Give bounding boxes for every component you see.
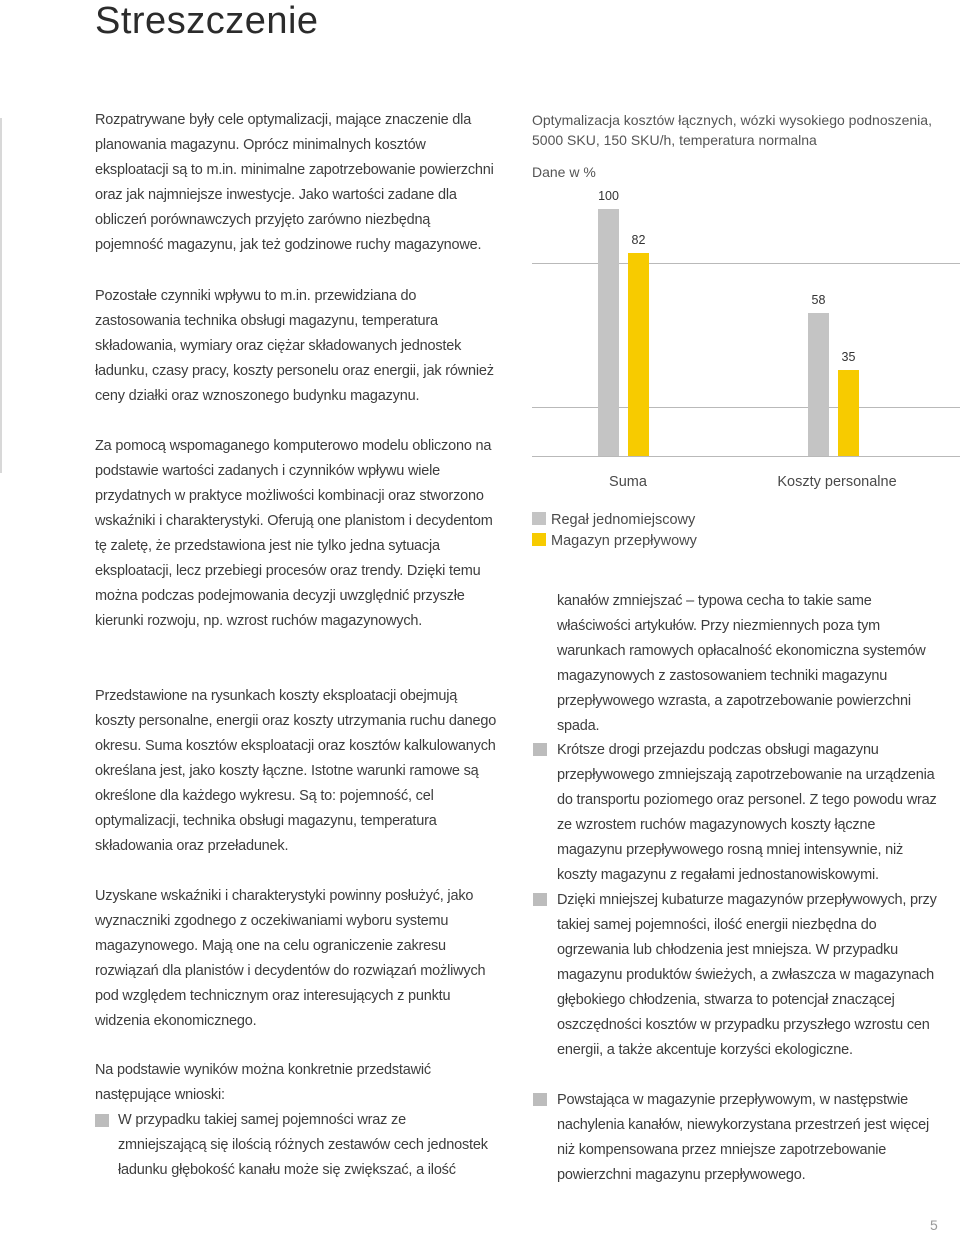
bullet-item-1: W przypadku takiej samej pojemności wraz ze zmniejszającą się ilością różnych zestawów cech jednostek ładunku głębokość kanału może się zwiększać, a ilość [118,1112,488,1178]
bullet-marker [533,893,547,906]
bar-personalne-regal [808,313,829,456]
chart-baseline [532,456,960,457]
bullet-item-3: Dzięki mniejszej kubaturze magazynów przepływowych, przy takiej samej pojemności, ilość energii niezbędna do ogrzewania lub chłodzenia jest mniejsza. W przypadku magazynu produktów świeżych, a zwłaszcza w magazynach głębokiego chłodzenia, stwarza to potencjał znaczącej oszczędności kosztów w przypadku przyszłego wzrostu cen energii, a także akcentuje korzyści ekologiczne. [557,892,937,1058]
paragraph-2: Pozostałe czynniki wpływu to m.in. przewidziana do zastosowania technika obsługi magazynu, temperatura składowania, wymiary oraz ciężar składowanych jednostek ładunku, czasy pracy, koszty personelu oraz energii, jak również ceny działki oraz wznoszonego budynku magazynu. [95,288,494,404]
category-label-koszty-personalne: Koszty personalne [777,474,897,490]
side-rule [0,118,2,473]
category-label-suma: Suma [609,474,647,490]
page-number: 5 [930,1217,938,1233]
legend-item-regal [532,512,695,528]
data-label-suma-przeplywowy: 82 [631,233,646,247]
legend-label-przeplywowy: Magazyn przepływowy [551,533,697,549]
chart-top-rule [532,263,960,264]
chart-mid-rule [532,407,960,408]
paragraph-1: Rozpatrywane były cele optymalizacji, mające znaczenie dla planowania magazynu. Oprócz minimalnych kosztów eksploatacji są to m.in. minimalne zapotrzebowanie powierzchni oraz jak najmniejsze inwestycje. Jako wartości zadane dla obliczeń porównawczych przyjęto zarówno niezbędną pojemność magazynu, jak też godzinowe ruchy magazynowe. [95,112,494,253]
bullet-marker [95,1114,109,1127]
paragraph-5: Uzyskane wskaźniki i charakterystyki powinny posłużyć, jako wyznaczniki zgodnego z oczekiwaniami wyboru systemu magazynowego. Mają one na celu ograniczenie zakresu rozwiązań dla planistów i decydentów do rozwiązań możliwych pod względem technicznym oraz interesujących z punktu widzenia ekonomicznego. [95,888,486,1029]
chart-title: Optymalizacja kosztów łącznych, wózki wysokiego podnoszenia, 5000 SKU, 150 SKU/h, temperatura normalna [532,112,932,148]
data-label-suma-regal: 100 [598,189,619,203]
legend-swatch-yellow [532,533,546,546]
legend-swatch-gray [532,512,546,525]
bar-personalne-przeplywowy [838,370,859,456]
data-label-personalne-regal: 58 [811,293,826,307]
bar-suma-regal [598,209,619,456]
data-label-personalne-przeplywowy: 35 [841,350,856,364]
bullet-item-2: Krótsze drogi przejazdu podczas obsługi magazynu przepływowego zmniejszają zapotrzebowanie na urządzenia do transportu poziomego oraz personel. Z tego powodu wraz ze wzrostem ruchów magazynowych koszty łączne magazynu przepływowego rosną mniej intensywnie, niż koszty magazynu z regałami jednostanowiskowymi. [557,742,937,883]
paragraph-4: Przedstawione na rysunkach koszty eksploatacji obejmują koszty personalne, energii oraz koszty utrzymania ruchu danego okresu. Suma kosztów eksploatacji oraz kosztów kalkulowanych określana jest, jako koszty łączne. Istotne warunki ramowe są określone dla każdego wykresu. Są to: pojemność, cel optymalizacji, technika obsługi magazynu, temperatura składowania oraz przeładunek. [95,688,497,854]
legend-item-przeplywowy [532,533,697,549]
page-title: Streszczenie [95,0,319,42]
paragraph-3: Za pomocą wspomaganego komputerowo modelu obliczono na podstawie wartości zadanych i czynników wpływu wiele przydatnych w praktyce możliwości kombinacji oraz stworzono wskaźniki i charakterystyki. Oferują one planistom i decydentom tę zaletę, że przedstawiona jest nie tylko jedna sytuacja eksploatacji, lecz przebiegi procesów oraz trendy. Dzięki temu można podczas podejmowania decyzji uwzględnić przyszłe kierunki rozwoju, np. wzrost ruchów magazynowych. [95,438,493,629]
chart-unit-label: Dane w % [532,164,596,180]
bullet-item-4: Powstająca w magazynie przepływowym, w następstwie nachylenia kanałów, niewykorzystana przestrzeń jest więcej niż kompensowana przez mniejsze zapotrzebowanie powierzchni magazynu przepływowego. [557,1092,930,1183]
bar-suma-przeplywowy [628,253,649,456]
right-paragraph-continued: kanałów zmniejszać – typowa cecha to takie same właściwości artykułów. Przy niezmiennych poza tym warunkach ramowych opłacalność ekonomiczna systemów magazynowych z zastosowaniem techniki magazynu przepływowego wzrasta, a zapotrzebowanie powierzchni spada. [557,593,926,734]
bullet-marker [533,743,547,756]
legend-label-regal: Regał jednomiejscowy [551,512,696,528]
paragraph-6: Na podstawie wyników można konkretnie przedstawić następujące wnioski: [95,1062,431,1103]
bullet-marker [533,1093,547,1106]
